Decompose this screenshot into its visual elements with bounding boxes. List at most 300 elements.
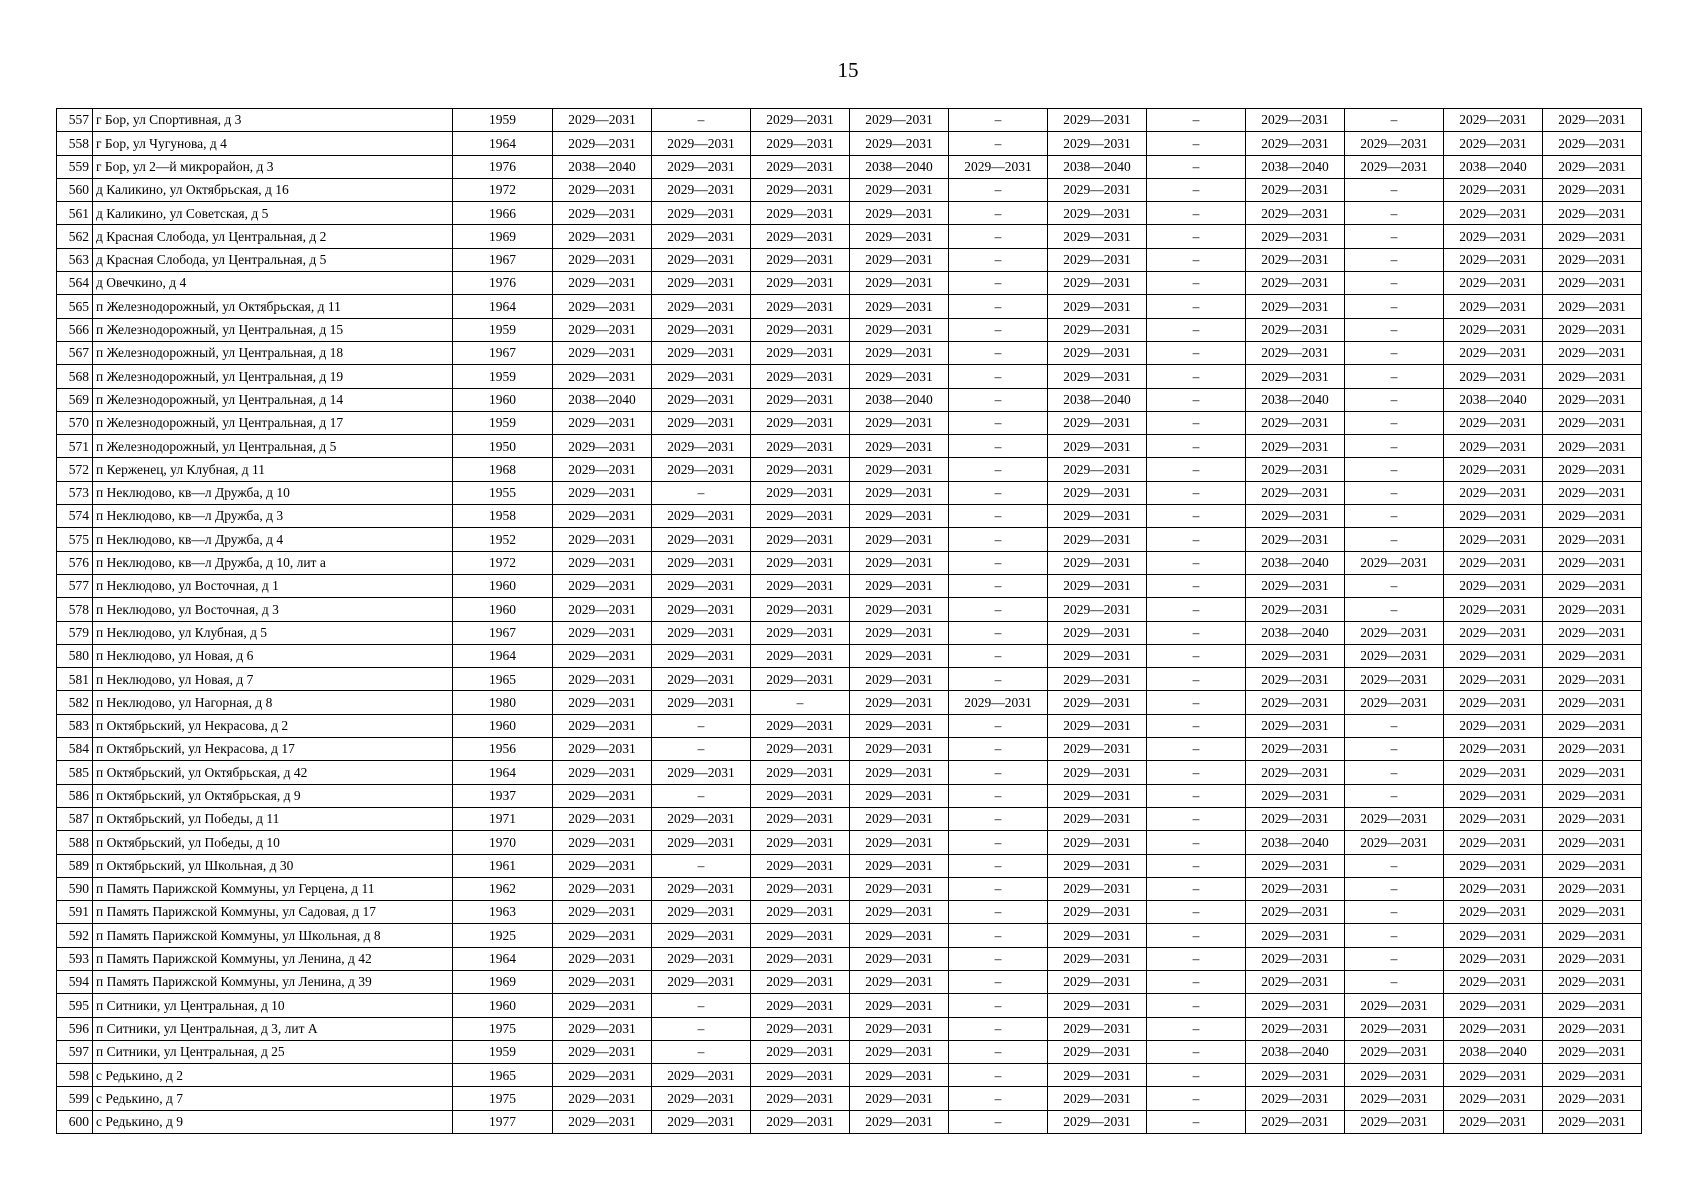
cell-schedule-period: 2029—2031 — [553, 481, 652, 504]
cell-schedule-period: 2029—2031 — [751, 341, 850, 364]
cell-schedule-period: 2029—2031 — [751, 784, 850, 807]
cell-schedule-period: 2029—2031 — [1345, 691, 1444, 714]
cell-schedule-period: – — [949, 1040, 1048, 1063]
cell-schedule-period: 2029—2031 — [1048, 435, 1147, 458]
cell-schedule-period: 2029—2031 — [1345, 1017, 1444, 1040]
cell-schedule-period: 2029—2031 — [949, 691, 1048, 714]
cell-build-year: 1964 — [453, 644, 553, 667]
cell-schedule-period: – — [1147, 924, 1246, 947]
cell-row-number: 571 — [57, 435, 93, 458]
cell-schedule-period: 2029—2031 — [850, 318, 949, 341]
cell-schedule-period: 2029—2031 — [1246, 225, 1345, 248]
cell-schedule-period: 2029—2031 — [1543, 202, 1642, 225]
cell-schedule-period: – — [1345, 295, 1444, 318]
cell-schedule-period: 2029—2031 — [1048, 598, 1147, 621]
page-number: 15 — [837, 58, 859, 82]
cell-address: д Красная Слобода, ул Центральная, д 5 — [93, 248, 453, 271]
cell-schedule-period: – — [1345, 924, 1444, 947]
cell-schedule-period: – — [1345, 341, 1444, 364]
cell-schedule-period: – — [949, 458, 1048, 481]
cell-address: с Редькино, д 9 — [93, 1110, 453, 1133]
cell-row-number: 565 — [57, 295, 93, 318]
cell-schedule-period: – — [1147, 994, 1246, 1017]
cell-schedule-period: 2029—2031 — [1048, 528, 1147, 551]
cell-schedule-period: 2029—2031 — [1048, 1110, 1147, 1133]
cell-schedule-period: 2029—2031 — [751, 807, 850, 830]
cell-schedule-period: 2029—2031 — [1444, 924, 1543, 947]
cell-schedule-period: 2038—2040 — [850, 388, 949, 411]
table-row — [57, 272, 1642, 295]
cell-build-year: 1967 — [453, 621, 553, 644]
cell-schedule-period: 2029—2031 — [1048, 272, 1147, 295]
cell-schedule-period: 2029—2031 — [1444, 784, 1543, 807]
cell-schedule-period: 2029—2031 — [1246, 248, 1345, 271]
cell-schedule-period: 2038—2040 — [1246, 621, 1345, 644]
cell-schedule-period: 2029—2031 — [1345, 644, 1444, 667]
cell-row-number: 558 — [57, 132, 93, 155]
cell-address: с Редькино, д 2 — [93, 1064, 453, 1087]
cell-schedule-period: 2029—2031 — [553, 202, 652, 225]
table-row — [57, 947, 1642, 970]
cell-schedule-period: – — [652, 854, 751, 877]
cell-row-number: 593 — [57, 947, 93, 970]
cell-schedule-period: 2029—2031 — [1246, 435, 1345, 458]
cell-row-number: 595 — [57, 994, 93, 1017]
cell-schedule-period: 2029—2031 — [1444, 505, 1543, 528]
table-row — [57, 178, 1642, 201]
cell-schedule-period: 2029—2031 — [1543, 947, 1642, 970]
cell-schedule-period: – — [1147, 365, 1246, 388]
cell-schedule-period: 2029—2031 — [1246, 807, 1345, 830]
cell-schedule-period: 2029—2031 — [652, 574, 751, 597]
cell-build-year: 1967 — [453, 341, 553, 364]
cell-schedule-period: – — [1147, 505, 1246, 528]
cell-build-year: 1958 — [453, 505, 553, 528]
cell-schedule-period: 2029—2031 — [751, 668, 850, 691]
cell-schedule-period: 2029—2031 — [1048, 854, 1147, 877]
cell-schedule-period: 2029—2031 — [850, 1017, 949, 1040]
cell-schedule-period: 2029—2031 — [553, 574, 652, 597]
cell-schedule-period: – — [1147, 202, 1246, 225]
cell-schedule-period: – — [1345, 784, 1444, 807]
cell-build-year: 1972 — [453, 551, 553, 574]
cell-schedule-period: 2029—2031 — [751, 435, 850, 458]
cell-schedule-period: 2029—2031 — [751, 970, 850, 993]
cell-schedule-period: 2029—2031 — [751, 901, 850, 924]
table-row — [57, 1087, 1642, 1110]
cell-address: п Ситники, ул Центральная, д 10 — [93, 994, 453, 1017]
cell-schedule-period: 2029—2031 — [1048, 411, 1147, 434]
cell-schedule-period: – — [1345, 411, 1444, 434]
cell-schedule-period: 2029—2031 — [1246, 295, 1345, 318]
cell-schedule-period: 2029—2031 — [1246, 341, 1345, 364]
cell-schedule-period: 2029—2031 — [1246, 132, 1345, 155]
cell-schedule-period: 2038—2040 — [850, 155, 949, 178]
table-row — [57, 295, 1642, 318]
cell-row-number: 597 — [57, 1040, 93, 1063]
cell-schedule-period: – — [949, 528, 1048, 551]
cell-schedule-period: 2029—2031 — [1048, 877, 1147, 900]
table-row — [57, 388, 1642, 411]
cell-row-number: 572 — [57, 458, 93, 481]
cell-schedule-period: 2029—2031 — [751, 831, 850, 854]
cell-build-year: 1965 — [453, 668, 553, 691]
cell-row-number: 557 — [57, 109, 93, 132]
cell-schedule-period: 2029—2031 — [652, 831, 751, 854]
cell-schedule-period: 2029—2031 — [1543, 365, 1642, 388]
cell-build-year: 1967 — [453, 248, 553, 271]
cell-schedule-period: 2029—2031 — [1543, 714, 1642, 737]
cell-schedule-period: – — [1345, 435, 1444, 458]
cell-schedule-period: 2029—2031 — [850, 132, 949, 155]
cell-schedule-period: 2029—2031 — [1543, 178, 1642, 201]
cell-row-number: 566 — [57, 318, 93, 341]
cell-schedule-period: 2029—2031 — [1444, 1017, 1543, 1040]
cell-schedule-period: – — [1345, 738, 1444, 761]
cell-build-year: 1952 — [453, 528, 553, 551]
cell-schedule-period: 2029—2031 — [1444, 761, 1543, 784]
cell-schedule-period: 2029—2031 — [652, 365, 751, 388]
cell-schedule-period: 2029—2031 — [1444, 411, 1543, 434]
cell-schedule-period: 2029—2031 — [553, 691, 652, 714]
cell-schedule-period: 2029—2031 — [553, 877, 652, 900]
cell-schedule-period: 2029—2031 — [1444, 341, 1543, 364]
table-row — [57, 901, 1642, 924]
cell-schedule-period: – — [1147, 947, 1246, 970]
cell-schedule-period: 2029—2031 — [1444, 178, 1543, 201]
table-row — [57, 505, 1642, 528]
table-row — [57, 1017, 1642, 1040]
cell-row-number: 591 — [57, 901, 93, 924]
cell-schedule-period: 2029—2031 — [1543, 924, 1642, 947]
cell-schedule-period: 2029—2031 — [1444, 738, 1543, 761]
cell-schedule-period: – — [1345, 458, 1444, 481]
table-row — [57, 807, 1642, 830]
cell-schedule-period: 2029—2031 — [1048, 691, 1147, 714]
cell-schedule-period: – — [949, 947, 1048, 970]
cell-schedule-period: – — [1345, 318, 1444, 341]
cell-schedule-period: 2029—2031 — [652, 435, 751, 458]
cell-schedule-period: 2029—2031 — [1444, 1064, 1543, 1087]
cell-schedule-period: – — [949, 202, 1048, 225]
cell-schedule-period: 2029—2031 — [1444, 621, 1543, 644]
cell-schedule-period: 2029—2031 — [553, 994, 652, 1017]
cell-schedule-period: 2029—2031 — [751, 272, 850, 295]
cell-schedule-period: 2029—2031 — [751, 574, 850, 597]
cell-schedule-period: – — [1147, 691, 1246, 714]
cell-schedule-period: – — [1147, 598, 1246, 621]
cell-schedule-period: – — [949, 574, 1048, 597]
cell-schedule-period: 2029—2031 — [652, 341, 751, 364]
cell-schedule-period: 2029—2031 — [1048, 225, 1147, 248]
cell-build-year: 1937 — [453, 784, 553, 807]
cell-schedule-period: 2029—2031 — [1543, 691, 1642, 714]
cell-schedule-period: 2029—2031 — [1345, 668, 1444, 691]
cell-schedule-period: – — [1147, 854, 1246, 877]
cell-schedule-period: 2029—2031 — [1246, 202, 1345, 225]
cell-address: п Железнодорожный, ул Центральная, д 5 — [93, 435, 453, 458]
cell-schedule-period: 2029—2031 — [652, 877, 751, 900]
cell-schedule-period: 2038—2040 — [1444, 1040, 1543, 1063]
cell-build-year: 1960 — [453, 598, 553, 621]
cell-build-year: 1956 — [453, 738, 553, 761]
cell-schedule-period: – — [751, 691, 850, 714]
cell-schedule-period: 2029—2031 — [1345, 1040, 1444, 1063]
cell-schedule-period: 2029—2031 — [1444, 1110, 1543, 1133]
cell-schedule-period: 2029—2031 — [553, 318, 652, 341]
cell-schedule-period: 2029—2031 — [553, 248, 652, 271]
cell-address: п Октябрьский, ул Победы, д 11 — [93, 807, 453, 830]
cell-schedule-period: 2029—2031 — [1246, 458, 1345, 481]
cell-schedule-period: 2029—2031 — [1048, 574, 1147, 597]
cell-schedule-period: 2029—2031 — [652, 924, 751, 947]
cell-schedule-period: 2029—2031 — [1048, 947, 1147, 970]
cell-schedule-period: 2029—2031 — [1048, 178, 1147, 201]
cell-schedule-period: 2029—2031 — [1444, 551, 1543, 574]
cell-schedule-period: – — [1147, 481, 1246, 504]
cell-address: п Неклюдово, кв—л Дружба, д 10, лит а — [93, 551, 453, 574]
cell-schedule-period: – — [1147, 831, 1246, 854]
cell-schedule-period: – — [1345, 901, 1444, 924]
cell-schedule-period: 2029—2031 — [1246, 1110, 1345, 1133]
cell-address: г Бор, ул Спортивная, д 3 — [93, 109, 453, 132]
cell-schedule-period: 2029—2031 — [553, 505, 652, 528]
cell-schedule-period: 2029—2031 — [1543, 272, 1642, 295]
table-row — [57, 574, 1642, 597]
cell-schedule-period: 2038—2040 — [1048, 388, 1147, 411]
cell-address: п Неклюдово, ул Нагорная, д 8 — [93, 691, 453, 714]
cell-schedule-period: 2029—2031 — [751, 155, 850, 178]
cell-schedule-period: 2029—2031 — [850, 621, 949, 644]
cell-schedule-period: – — [1147, 318, 1246, 341]
cell-build-year: 1962 — [453, 877, 553, 900]
cell-schedule-period: 2029—2031 — [1543, 738, 1642, 761]
cell-build-year: 1971 — [453, 807, 553, 830]
cell-schedule-period: 2029—2031 — [1444, 435, 1543, 458]
cell-row-number: 594 — [57, 970, 93, 993]
cell-schedule-period: 2029—2031 — [1543, 1110, 1642, 1133]
cell-schedule-period: 2029—2031 — [751, 178, 850, 201]
cell-schedule-period: 2029—2031 — [751, 505, 850, 528]
cell-schedule-period: 2038—2040 — [553, 388, 652, 411]
cell-schedule-period: 2029—2031 — [850, 109, 949, 132]
cell-schedule-period: 2038—2040 — [1246, 1040, 1345, 1063]
cell-schedule-period: – — [949, 668, 1048, 691]
cell-schedule-period: 2029—2031 — [553, 807, 652, 830]
cell-schedule-period: – — [949, 970, 1048, 993]
cell-schedule-period: 2029—2031 — [652, 1087, 751, 1110]
cell-schedule-period: 2029—2031 — [1444, 225, 1543, 248]
cell-build-year: 1969 — [453, 225, 553, 248]
table-row — [57, 132, 1642, 155]
cell-schedule-period: 2029—2031 — [1246, 970, 1345, 993]
cell-schedule-period: – — [1147, 621, 1246, 644]
cell-build-year: 1960 — [453, 574, 553, 597]
cell-schedule-period: 2029—2031 — [1543, 1064, 1642, 1087]
cell-schedule-period: – — [949, 784, 1048, 807]
cell-schedule-period: 2029—2031 — [1246, 109, 1345, 132]
cell-build-year: 1961 — [453, 854, 553, 877]
cell-schedule-period: 2029—2031 — [751, 738, 850, 761]
cell-schedule-period: 2029—2031 — [553, 668, 652, 691]
cell-schedule-period: 2029—2031 — [1246, 574, 1345, 597]
cell-row-number: 563 — [57, 248, 93, 271]
cell-schedule-period: 2029—2031 — [553, 365, 652, 388]
cell-schedule-period: 2029—2031 — [553, 411, 652, 434]
cell-schedule-period: – — [1147, 178, 1246, 201]
cell-schedule-period: 2029—2031 — [751, 109, 850, 132]
table-row — [57, 318, 1642, 341]
cell-schedule-period: 2029—2031 — [553, 621, 652, 644]
cell-schedule-period: 2038—2040 — [1246, 551, 1345, 574]
cell-row-number: 569 — [57, 388, 93, 411]
table-row — [57, 738, 1642, 761]
cell-schedule-period: 2029—2031 — [751, 365, 850, 388]
cell-build-year: 1960 — [453, 994, 553, 1017]
cell-schedule-period: 2029—2031 — [1444, 970, 1543, 993]
cell-schedule-period: 2029—2031 — [751, 202, 850, 225]
cell-schedule-period: 2029—2031 — [553, 1064, 652, 1087]
cell-address: г Бор, ул 2—й микрорайон, д 3 — [93, 155, 453, 178]
cell-schedule-period: 2029—2031 — [1543, 528, 1642, 551]
table-row — [57, 435, 1642, 458]
cell-build-year: 1964 — [453, 947, 553, 970]
cell-schedule-period: 2029—2031 — [1048, 318, 1147, 341]
cell-address: п Неклюдово, ул Восточная, д 1 — [93, 574, 453, 597]
cell-schedule-period: 2029—2031 — [949, 155, 1048, 178]
cell-address: п Октябрьский, ул Школьная, д 30 — [93, 854, 453, 877]
cell-schedule-period: 2029—2031 — [751, 714, 850, 737]
cell-schedule-period: – — [652, 109, 751, 132]
cell-address: д Каликино, ул Октябрьская, д 16 — [93, 178, 453, 201]
cell-schedule-period: 2029—2031 — [1543, 644, 1642, 667]
cell-schedule-period: – — [949, 877, 1048, 900]
cell-schedule-period: – — [1345, 272, 1444, 295]
cell-schedule-period: 2029—2031 — [1543, 225, 1642, 248]
cell-schedule-period: 2029—2031 — [553, 738, 652, 761]
cell-schedule-period: – — [1345, 505, 1444, 528]
cell-row-number: 584 — [57, 738, 93, 761]
cell-schedule-period: 2029—2031 — [1543, 784, 1642, 807]
cell-address: п Железнодорожный, ул Центральная, д 15 — [93, 318, 453, 341]
cell-schedule-period: 2029—2031 — [751, 877, 850, 900]
cell-schedule-period: 2029—2031 — [652, 202, 751, 225]
cell-schedule-period: – — [1147, 1017, 1246, 1040]
table-row — [57, 831, 1642, 854]
cell-schedule-period: 2029—2031 — [652, 761, 751, 784]
cell-schedule-period: 2029—2031 — [652, 411, 751, 434]
cell-schedule-period: 2029—2031 — [850, 994, 949, 1017]
cell-schedule-period: 2029—2031 — [1246, 761, 1345, 784]
cell-schedule-period: 2029—2031 — [1048, 132, 1147, 155]
table-row — [57, 365, 1642, 388]
cell-schedule-period: – — [949, 132, 1048, 155]
cell-schedule-period: 2029—2031 — [553, 761, 652, 784]
cell-schedule-period: 2029—2031 — [1543, 598, 1642, 621]
cell-schedule-period: 2029—2031 — [1543, 155, 1642, 178]
cell-schedule-period: 2029—2031 — [751, 761, 850, 784]
cell-row-number: 585 — [57, 761, 93, 784]
table-row — [57, 411, 1642, 434]
cell-schedule-period: 2029—2031 — [751, 411, 850, 434]
cell-schedule-period: – — [1147, 807, 1246, 830]
cell-build-year: 1950 — [453, 435, 553, 458]
cell-schedule-period: 2029—2031 — [1444, 854, 1543, 877]
cell-schedule-period: 2029—2031 — [1246, 691, 1345, 714]
cell-schedule-period: – — [949, 598, 1048, 621]
cell-schedule-period: 2029—2031 — [1246, 1087, 1345, 1110]
cell-schedule-period: 2029—2031 — [751, 458, 850, 481]
cell-schedule-period: 2029—2031 — [850, 691, 949, 714]
cell-schedule-period: 2029—2031 — [553, 341, 652, 364]
cell-schedule-period: – — [1147, 1087, 1246, 1110]
cell-schedule-period: 2029—2031 — [850, 295, 949, 318]
cell-schedule-period: 2029—2031 — [1543, 994, 1642, 1017]
cell-schedule-period: 2029—2031 — [850, 1064, 949, 1087]
cell-address: г Бор, ул Чугунова, д 4 — [93, 132, 453, 155]
cell-schedule-period: 2029—2031 — [850, 178, 949, 201]
cell-schedule-period: 2029—2031 — [1345, 155, 1444, 178]
cell-schedule-period: – — [1345, 202, 1444, 225]
cell-schedule-period: 2029—2031 — [1543, 877, 1642, 900]
cell-schedule-period: – — [1345, 854, 1444, 877]
cell-schedule-period: 2029—2031 — [1543, 970, 1642, 993]
cell-row-number: 576 — [57, 551, 93, 574]
cell-schedule-period: 2029—2031 — [652, 505, 751, 528]
cell-address: п Железнодорожный, ул Октябрьская, д 11 — [93, 295, 453, 318]
cell-row-number: 560 — [57, 178, 93, 201]
cell-schedule-period: 2029—2031 — [1543, 435, 1642, 458]
cell-address: п Неклюдово, ул Клубная, д 5 — [93, 621, 453, 644]
cell-schedule-period: 2029—2031 — [751, 225, 850, 248]
cell-schedule-period: – — [949, 1087, 1048, 1110]
cell-schedule-period: – — [949, 761, 1048, 784]
cell-schedule-period: 2029—2031 — [1444, 877, 1543, 900]
cell-schedule-period: – — [1147, 551, 1246, 574]
cell-schedule-period: 2029—2031 — [553, 947, 652, 970]
cell-schedule-period: 2029—2031 — [1543, 132, 1642, 155]
cell-schedule-period: 2029—2031 — [850, 202, 949, 225]
cell-schedule-period: 2029—2031 — [751, 132, 850, 155]
table-row — [57, 551, 1642, 574]
cell-build-year: 1959 — [453, 411, 553, 434]
cell-address: с Редькино, д 7 — [93, 1087, 453, 1110]
cell-build-year: 1965 — [453, 1064, 553, 1087]
cell-schedule-period: 2029—2031 — [1246, 365, 1345, 388]
cell-schedule-period: 2029—2031 — [1444, 994, 1543, 1017]
cell-schedule-period: 2029—2031 — [652, 528, 751, 551]
cell-schedule-period: – — [1147, 644, 1246, 667]
cell-schedule-period: 2029—2031 — [1444, 458, 1543, 481]
cell-row-number: 559 — [57, 155, 93, 178]
cell-schedule-period: 2029—2031 — [553, 924, 652, 947]
cell-schedule-period: 2029—2031 — [751, 551, 850, 574]
cell-build-year: 1955 — [453, 481, 553, 504]
cell-schedule-period: 2029—2031 — [553, 225, 652, 248]
cell-schedule-period: 2029—2031 — [553, 272, 652, 295]
cell-schedule-period: 2029—2031 — [1246, 481, 1345, 504]
cell-schedule-period: 2029—2031 — [1048, 668, 1147, 691]
cell-schedule-period: 2029—2031 — [850, 831, 949, 854]
cell-build-year: 1972 — [453, 178, 553, 201]
cell-schedule-period: 2029—2031 — [1444, 272, 1543, 295]
table-row — [57, 1040, 1642, 1063]
cell-schedule-period: 2029—2031 — [751, 644, 850, 667]
cell-schedule-period: – — [652, 738, 751, 761]
cell-schedule-period: – — [949, 807, 1048, 830]
cell-schedule-period: 2029—2031 — [1444, 1087, 1543, 1110]
cell-build-year: 1964 — [453, 761, 553, 784]
